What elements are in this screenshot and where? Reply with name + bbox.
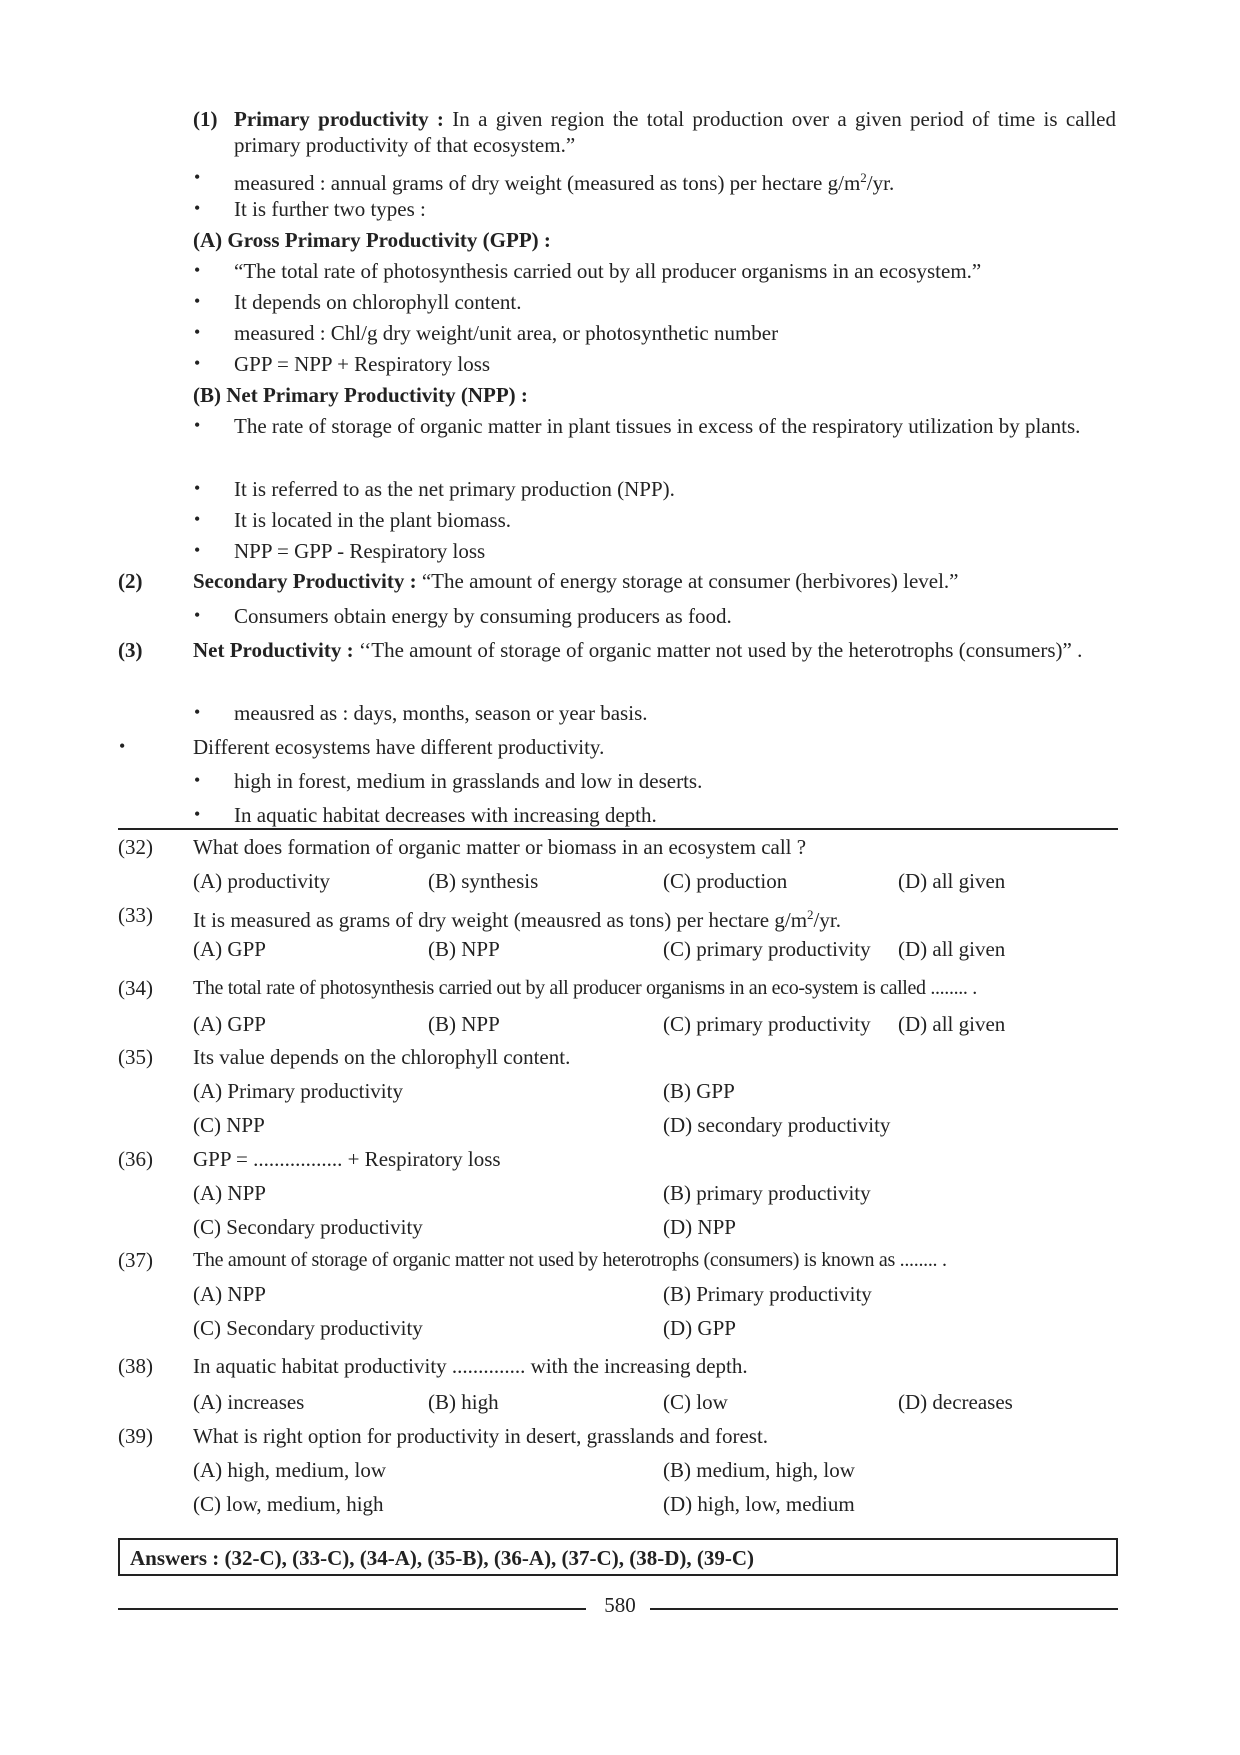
question-text — [193, 902, 841, 933]
option: (B) GPP — [663, 1079, 735, 1103]
gpp-bullet: It depends on chlorophyll content. — [234, 290, 522, 314]
bullet-icon: • — [194, 770, 201, 790]
gpp-bullet: GPP = NPP + Respiratory loss — [234, 352, 491, 376]
bullet-icon: • — [194, 291, 201, 311]
section-1-paragraph — [234, 106, 1116, 158]
option: (C) low — [663, 1390, 728, 1414]
section-3-paragraph — [193, 637, 1116, 663]
option: (B) primary productivity — [663, 1181, 871, 1205]
question-text: The amount of storage of organic matter not used by heterotrophs (consumers) is known as ........ . — [193, 1249, 947, 1271]
option: (B) high — [428, 1390, 499, 1414]
gpp-bullet: measured : Chl/g dry weight/unit area, or photosynthetic number — [234, 321, 779, 345]
question-number: (35) — [118, 1045, 153, 1069]
section-1-text: In a given region the total production over a given period of time is called primary productivity of that ecosystem.” — [234, 107, 1117, 157]
measured-unit: /yr. — [866, 171, 895, 195]
answers-text: Answers : (32-C), (33-C), (34-A), (35-B), (36-A), (37-C), (38-D), (39-C) — [130, 1546, 754, 1570]
bullet-icon: • — [119, 736, 126, 756]
bullet-icon: • — [194, 804, 201, 824]
option: (C) primary productivity — [663, 937, 871, 961]
bullet-icon: • — [194, 260, 201, 280]
option: (D) all given — [898, 1012, 1006, 1036]
option: (D) decreases — [898, 1390, 1013, 1414]
question-text: What is right option for productivity in desert, grasslands and forest. — [193, 1424, 769, 1448]
question-text: What does formation of organic matter or biomass in an ecosystem call ? — [193, 835, 807, 859]
npp-bullet: It is referred to as the net primary production (NPP). — [234, 477, 675, 501]
different-productivity-line: Different ecosystems have different productivity. — [193, 735, 605, 759]
bullet-icon: • — [194, 322, 201, 342]
question-number: (38) — [118, 1354, 153, 1378]
section-2-heading: Secondary Productivity : — [193, 569, 417, 593]
section-3-text: ‘‘The amount of storage of organic matter not used by the heterotrophs (consumers)” . — [358, 638, 1083, 662]
gpp-heading: (A) Gross Primary Productivity (GPP) : — [193, 228, 551, 252]
option: (A) GPP — [193, 1012, 266, 1036]
option: (A) NPP — [193, 1282, 266, 1306]
option: (B) NPP — [428, 1012, 500, 1036]
bullet-icon: • — [194, 509, 201, 529]
option: (D) high, low, medium — [663, 1492, 855, 1516]
section-1-number: (1) — [193, 107, 218, 131]
measured-line — [234, 165, 894, 196]
option: (D) all given — [898, 937, 1006, 961]
question-number: (37) — [118, 1248, 153, 1272]
npp-heading: (B) Net Primary Productivity (NPP) : — [193, 383, 528, 407]
bullet-icon: • — [194, 605, 201, 625]
section-1-heading: Primary productivity : — [234, 107, 444, 131]
bullet-icon: • — [194, 198, 201, 218]
section-3-bullet: meausred as : days, months, season or year basis. — [234, 701, 648, 725]
gpp-bullet: “The total rate of photosynthesis carried out by all producer organisms in an ecosystem.” — [234, 259, 982, 283]
option: (B) Primary productivity — [663, 1282, 872, 1306]
option: (A) high, medium, low — [193, 1458, 387, 1482]
section-2-bullet: Consumers obtain energy by consuming producers as food. — [234, 604, 732, 628]
option: (A) increases — [193, 1390, 305, 1414]
superscript: 2 — [860, 170, 867, 185]
option: (A) NPP — [193, 1181, 266, 1205]
bullet-icon: • — [194, 167, 201, 187]
option: (A) GPP — [193, 937, 266, 961]
question-number: (36) — [118, 1147, 153, 1171]
option: (D) GPP — [663, 1316, 736, 1340]
different-productivity-bullet: In aquatic habitat decreases with increasing depth. — [234, 803, 657, 827]
option: (A) Primary productivity — [193, 1079, 403, 1103]
question-text: In aquatic habitat productivity .............. with the increasing depth. — [193, 1354, 748, 1378]
option: (C) Secondary productivity — [193, 1316, 423, 1340]
section-2-text: “The amount of energy storage at consumer (herbivores) level.” — [421, 569, 959, 593]
option: (D) secondary productivity — [663, 1113, 891, 1137]
section-2-number: (2) — [118, 569, 143, 593]
option: (B) synthesis — [428, 869, 539, 893]
question-text-main: It is measured as grams of dry weight (meausred as tons) per hectare g/m — [193, 908, 808, 932]
question-number: (32) — [118, 835, 153, 859]
question-text: Its value depends on the chlorophyll content. — [193, 1045, 571, 1069]
option: (B) medium, high, low — [663, 1458, 855, 1482]
bullet-icon: • — [194, 353, 201, 373]
option: (C) production — [663, 869, 788, 893]
option: (D) NPP — [663, 1215, 736, 1239]
bullet-icon: • — [194, 540, 201, 560]
npp-bullet: It is located in the plant biomass. — [234, 508, 512, 532]
superscript: 2 — [807, 907, 814, 922]
question-text-unit: /yr. — [813, 908, 841, 932]
option: (C) NPP — [193, 1113, 265, 1137]
question-number: (33) — [118, 903, 153, 927]
measured-text: measured : annual grams of dry weight (measured as tons) per hectare g/m — [234, 171, 861, 195]
question-text: GPP = ................. + Respiratory loss — [193, 1147, 501, 1171]
page-number: 580 — [604, 1593, 636, 1617]
option: (D) all given — [898, 869, 1006, 893]
question-number: (34) — [118, 976, 153, 1000]
bullet-icon: • — [194, 415, 201, 435]
question-number: (39) — [118, 1424, 153, 1448]
option: (C) Secondary productivity — [193, 1215, 423, 1239]
question-text: The total rate of photosynthesis carried out by all producer organisms in an eco-system is called ........ . — [193, 977, 977, 999]
npp-bullet: NPP = GPP - Respiratory loss — [234, 539, 486, 563]
bullet-icon: • — [194, 478, 201, 498]
answers-box — [118, 1538, 1118, 1576]
different-productivity-bullet: high in forest, medium in grasslands and low in deserts. — [234, 769, 703, 793]
option: (B) NPP — [428, 937, 500, 961]
footer-rule-right — [650, 1608, 1118, 1610]
option: (A) productivity — [193, 869, 331, 893]
option: (C) low, medium, high — [193, 1492, 384, 1516]
section-3-number: (3) — [118, 638, 143, 662]
section-3-heading: Net Productivity : — [193, 638, 354, 662]
option: (C) primary productivity — [663, 1012, 871, 1036]
section-divider — [118, 828, 1118, 830]
two-types-line: It is further two types : — [234, 197, 426, 221]
npp-bullet: The rate of storage of organic matter in plant tissues in excess of the respiratory utilization by plants. — [234, 414, 1081, 438]
section-2-paragraph — [193, 568, 959, 594]
bullet-icon: • — [194, 702, 201, 722]
